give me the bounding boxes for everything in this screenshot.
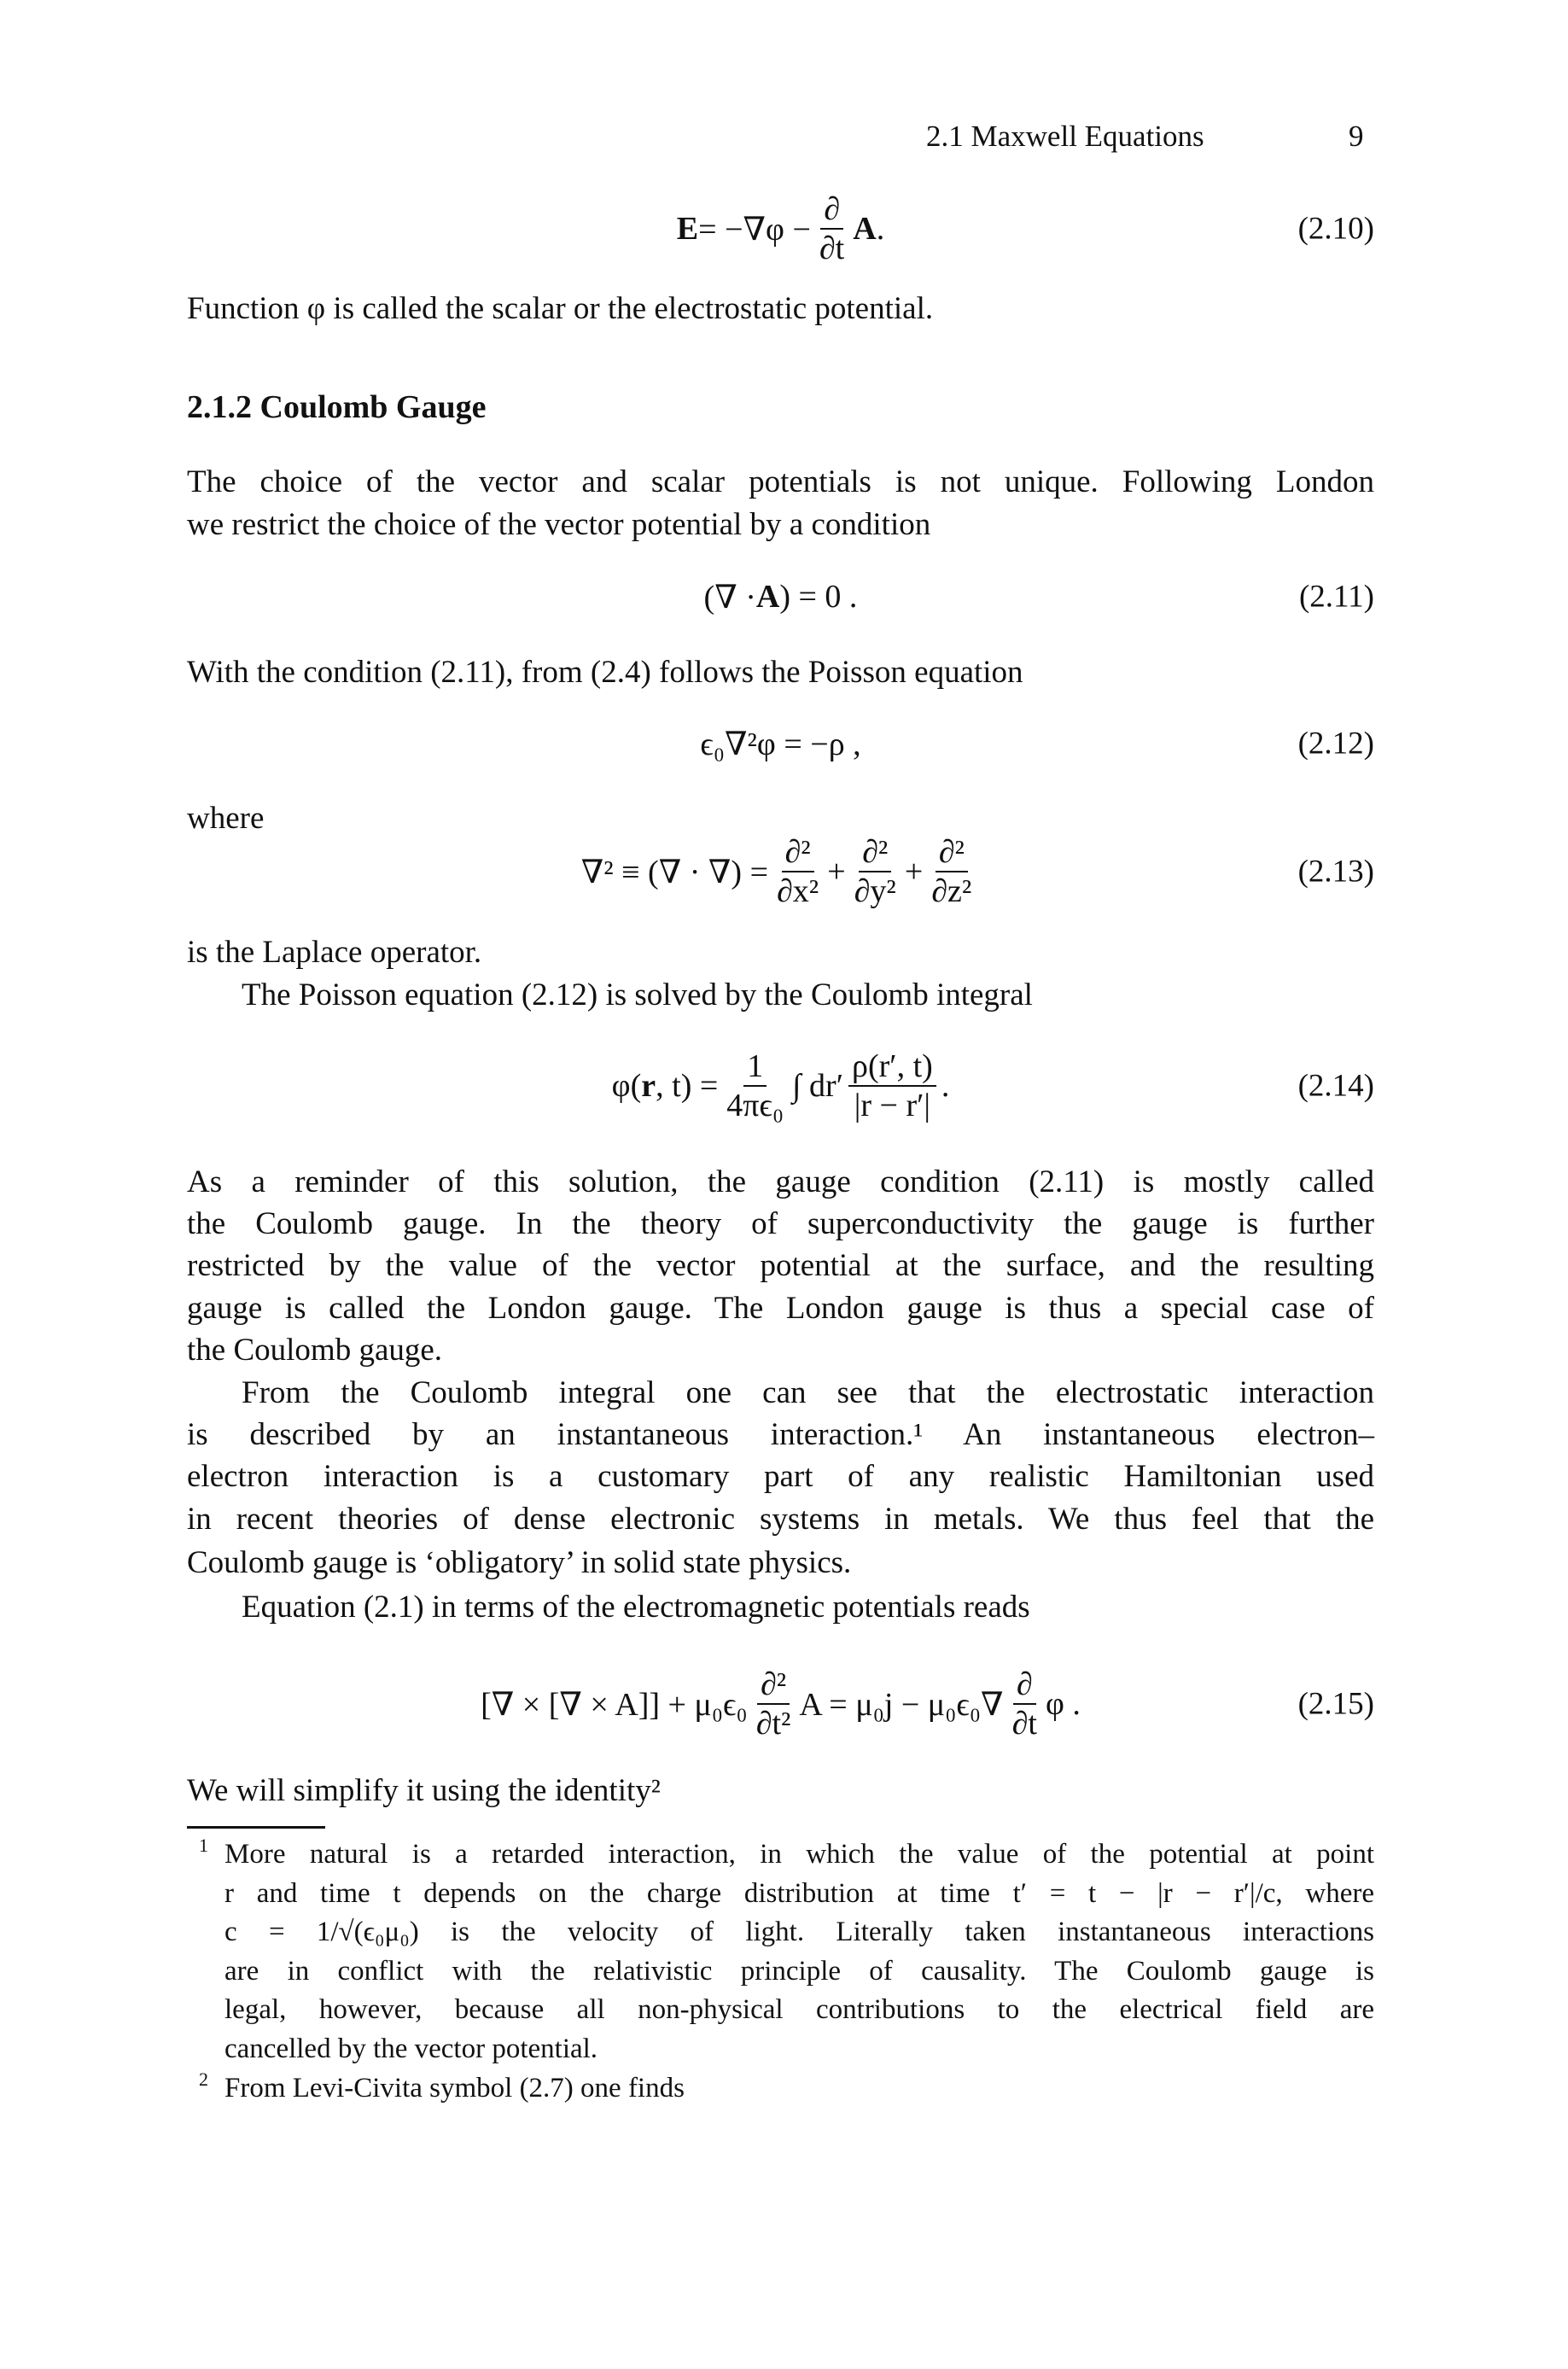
section-heading: 2.1.2 Coulomb Gauge	[187, 389, 487, 425]
text-line: Function φ is called the scalar or the electrostatic potential.	[187, 291, 934, 326]
equation-number: (2.10)	[1297, 211, 1374, 247]
equation-number: (2.12)	[1297, 726, 1374, 761]
text-line: As a reminder of this solution, the gauge condition (2.11) is mostly called	[187, 1164, 1374, 1199]
equation-2-13: ∇² ≡ (∇ · ∇) = ∂² ∂x² + ∂² ∂y² + ∂² ∂z² (2.13)	[580, 834, 1374, 909]
equation-2-10: E = −∇φ − ∂ ∂t A . (2.10)	[676, 191, 1374, 266]
running-header: 2.1 Maxwell Equations	[926, 120, 1204, 153]
text-line: The Poisson equation (2.12) is solved by the Coulomb integral	[242, 977, 1033, 1012]
fraction: ∂² ∂z²	[931, 834, 972, 909]
equation-2-12: ϵ₀∇²φ = −ρ , (2.12)	[700, 726, 1374, 762]
footnote-line: are in conflict with the relativistic principle of causality. The Coulomb gauge is	[224, 1956, 1374, 1987]
equation-2-14: φ( r , t) = $\frac{1}{\text{4πϵ₀}}$ ∫ dr′ ρ(r′, t) |r − r′| . (2.14)	[611, 1048, 1374, 1123]
footnote-marker: 2	[199, 2068, 208, 2090]
equation-number: (2.11)	[1298, 579, 1374, 615]
footnote-line: cancelled by the vector potential.	[224, 2033, 598, 2064]
equation-number: (2.13)	[1297, 854, 1374, 890]
equation-2-11: (∇ · A ) = 0 . (2.11)	[703, 579, 1374, 616]
footnote-line: From Levi-Civita symbol (2.7) one finds	[224, 2073, 685, 2104]
text-line: is the Laplace operator.	[187, 935, 482, 970]
text-line: From the Coulomb integral one can see that the electrostatic interaction	[242, 1375, 1374, 1410]
eq-term: = −∇φ −	[698, 211, 811, 248]
footnote-marker: 1	[199, 1835, 208, 1856]
text-line: the Coulomb gauge. In the theory of superconductivity the gauge is further	[187, 1206, 1374, 1241]
equation-number: (2.15)	[1297, 1686, 1374, 1722]
fraction: ∂² ∂y²	[854, 834, 896, 909]
footnote-line: legal, however, because all non-physical contributions to the electrical field are	[224, 1994, 1374, 2025]
text-line: electron interaction is a customary part of any realistic Hamiltonian used	[187, 1459, 1374, 1494]
integral: ∫ dr′	[792, 1068, 844, 1104]
text-line: Equation (2.1) in terms of the electromagnetic potentials reads	[242, 1590, 1030, 1625]
text-line: With the condition (2.11), from (2.4) follows the Poisson equation	[187, 655, 1023, 690]
text-line: The choice of the vector and scalar potentials is not unique. Following London	[187, 464, 1374, 499]
page-number: 9	[1349, 120, 1364, 153]
eq-term: A	[853, 211, 877, 247]
text-line: We will simplify it using the identity²	[187, 1773, 661, 1808]
text-line: where	[187, 801, 265, 836]
fraction: ∂ ∂t	[819, 191, 845, 266]
eq-term: E	[676, 211, 699, 247]
text-line: Coulomb gauge is ‘obligatory’ in solid state physics.	[187, 1545, 852, 1580]
footnote-line: c = 1/√(ϵ₀μ₀) is the velocity of light. Literally taken instantaneous interactions	[224, 1917, 1374, 1947]
fraction: ∂² ∂x²	[777, 834, 819, 909]
text-line: we restrict the choice of the vector potential by a condition	[187, 507, 931, 542]
fraction: $\frac{1}{\text{4πϵ₀}}$	[726, 1048, 784, 1123]
equation-number: (2.14)	[1297, 1068, 1374, 1104]
text-line: restricted by the value of the vector potential at the surface, and the resulting	[187, 1248, 1374, 1283]
equation-2-15: [∇ × [∇ × A]] + μ₀ϵ₀ ∂² ∂t² A = μ₀j − μ₀ϵ₀∇ ∂ ∂t φ . (2.15)	[481, 1666, 1374, 1742]
text-line: gauge is called the London gauge. The London gauge is thus a special case of	[187, 1291, 1374, 1326]
text-line: the Coulomb gauge.	[187, 1333, 443, 1368]
footnote-line: More natural is a retarded interaction, in which the value of the potential at point	[224, 1839, 1374, 1870]
text-line: in recent theories of dense electronic systems in metals. We thus feel that the	[187, 1502, 1374, 1537]
fraction: ∂² ∂t²	[755, 1666, 791, 1742]
fraction: ρ(r′, t) |r − r′|	[848, 1047, 936, 1124]
text-line: is described by an instantaneous interaction.¹ An instantaneous electron–	[187, 1417, 1374, 1452]
footnote-rule	[187, 1826, 325, 1829]
footnote-line: r and time t depends on the charge distribution at time t′ = t − |r − r′|/c, where	[224, 1878, 1374, 1909]
fraction: ∂ ∂t	[1011, 1666, 1037, 1742]
